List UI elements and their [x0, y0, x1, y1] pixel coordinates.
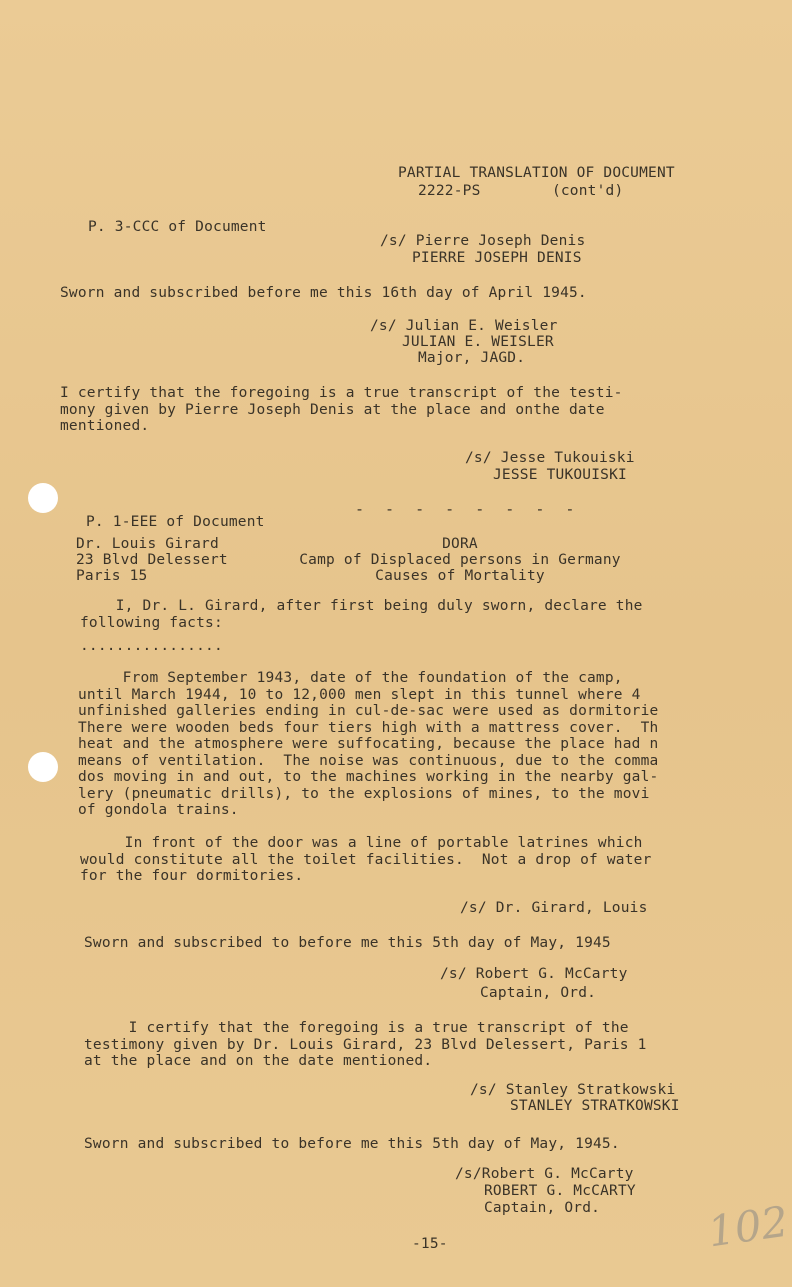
- declaration-intro: I, Dr. L. Girard, after first being duly sworn, declare the following facts:: [80, 598, 643, 631]
- certification-paragraph: I certify that the foregoing is a true transcript of the testi- mony given by Pierre Joseph Denis at the place and onthe date mentioned.: [60, 385, 623, 434]
- signatory-name: JESSE TUKOUISKI: [493, 467, 627, 483]
- testimony-paragraph: In front of the door was a line of portable latrines which would constitute all the toilet facilities. Not a drop of water for the four dormitories.: [80, 835, 652, 884]
- document-title: PARTIAL TRANSLATION OF DOCUMENT: [398, 165, 675, 181]
- report-heading: DORA Camp of Displaced persons in Germany Causes of Mortality: [299, 536, 621, 584]
- page-number: -15-: [412, 1236, 448, 1252]
- signature-line: /s/ Pierre Joseph Denis: [380, 233, 586, 249]
- signatory-name: STANLEY STRATKOWSKI: [510, 1098, 680, 1114]
- signature-line: /s/ Robert G. McCarty: [440, 966, 628, 982]
- signature-line: /s/ Jesse Tukouiski: [465, 450, 635, 466]
- document-reference: P. 1-EEE of Document: [86, 514, 265, 530]
- punch-hole: [28, 483, 58, 513]
- handwritten-page-number: 102: [704, 1196, 792, 1257]
- dotted-rule: ................: [80, 638, 223, 654]
- sworn-statement: Sworn and subscribed to before me this 5th day of May, 1945.: [84, 1136, 620, 1152]
- certification-paragraph: I certify that the foregoing is a true transcript of the testimony given by Dr. Louis Girard, 23 Blvd Delessert, Paris 1 at the place and on the date mentioned.: [84, 1020, 647, 1069]
- document-number: 2222-PS (cont'd): [418, 183, 624, 199]
- signature-line: /s/ Julian E. Weisler: [370, 318, 558, 334]
- sworn-statement: Sworn and subscribed to before me this 5th day of May, 1945: [84, 935, 611, 951]
- signature-line: /s/Robert G. McCarty: [455, 1166, 634, 1182]
- signatory-rank: Captain, Ord.: [484, 1200, 601, 1216]
- signatory-rank: Captain, Ord.: [480, 985, 597, 1001]
- section-separator: - - - - - - - -: [355, 500, 581, 518]
- signature-line: /s/ Dr. Girard, Louis: [460, 900, 648, 916]
- signatory-rank: Major, JAGD.: [418, 350, 526, 366]
- signatory-name: PIERRE JOSEPH DENIS: [412, 250, 582, 266]
- signature-line: /s/ Stanley Stratkowski: [470, 1082, 676, 1098]
- document-reference: P. 3-CCC of Document: [88, 219, 267, 235]
- author-address: Dr. Louis Girard 23 Blvd Delessert Paris 15: [76, 536, 228, 584]
- signatory-name: JULIAN E. WEISLER: [402, 334, 554, 350]
- testimony-paragraph: From September 1943, date of the foundation of the camp, until March 1944, 10 to 12,000 men slept in this tunnel where 4 unfinished galleries ending in cul-de-sac were used as dormitorie There were wooden beds four tiers high with a mattress cover. Th heat and the atmosphere were suffocating, because the place had n means of ventilation. The noise was continuous, due to the comma dos moving in and out, to the machines working in the nearby gal- lery (pneumatic drills), to the explosions of mines, to the movi of gondola trains.: [78, 670, 659, 818]
- signatory-name: ROBERT G. McCARTY: [484, 1183, 636, 1199]
- punch-hole: [28, 752, 58, 782]
- sworn-statement: Sworn and subscribed before me this 16th day of April 1945.: [60, 285, 587, 301]
